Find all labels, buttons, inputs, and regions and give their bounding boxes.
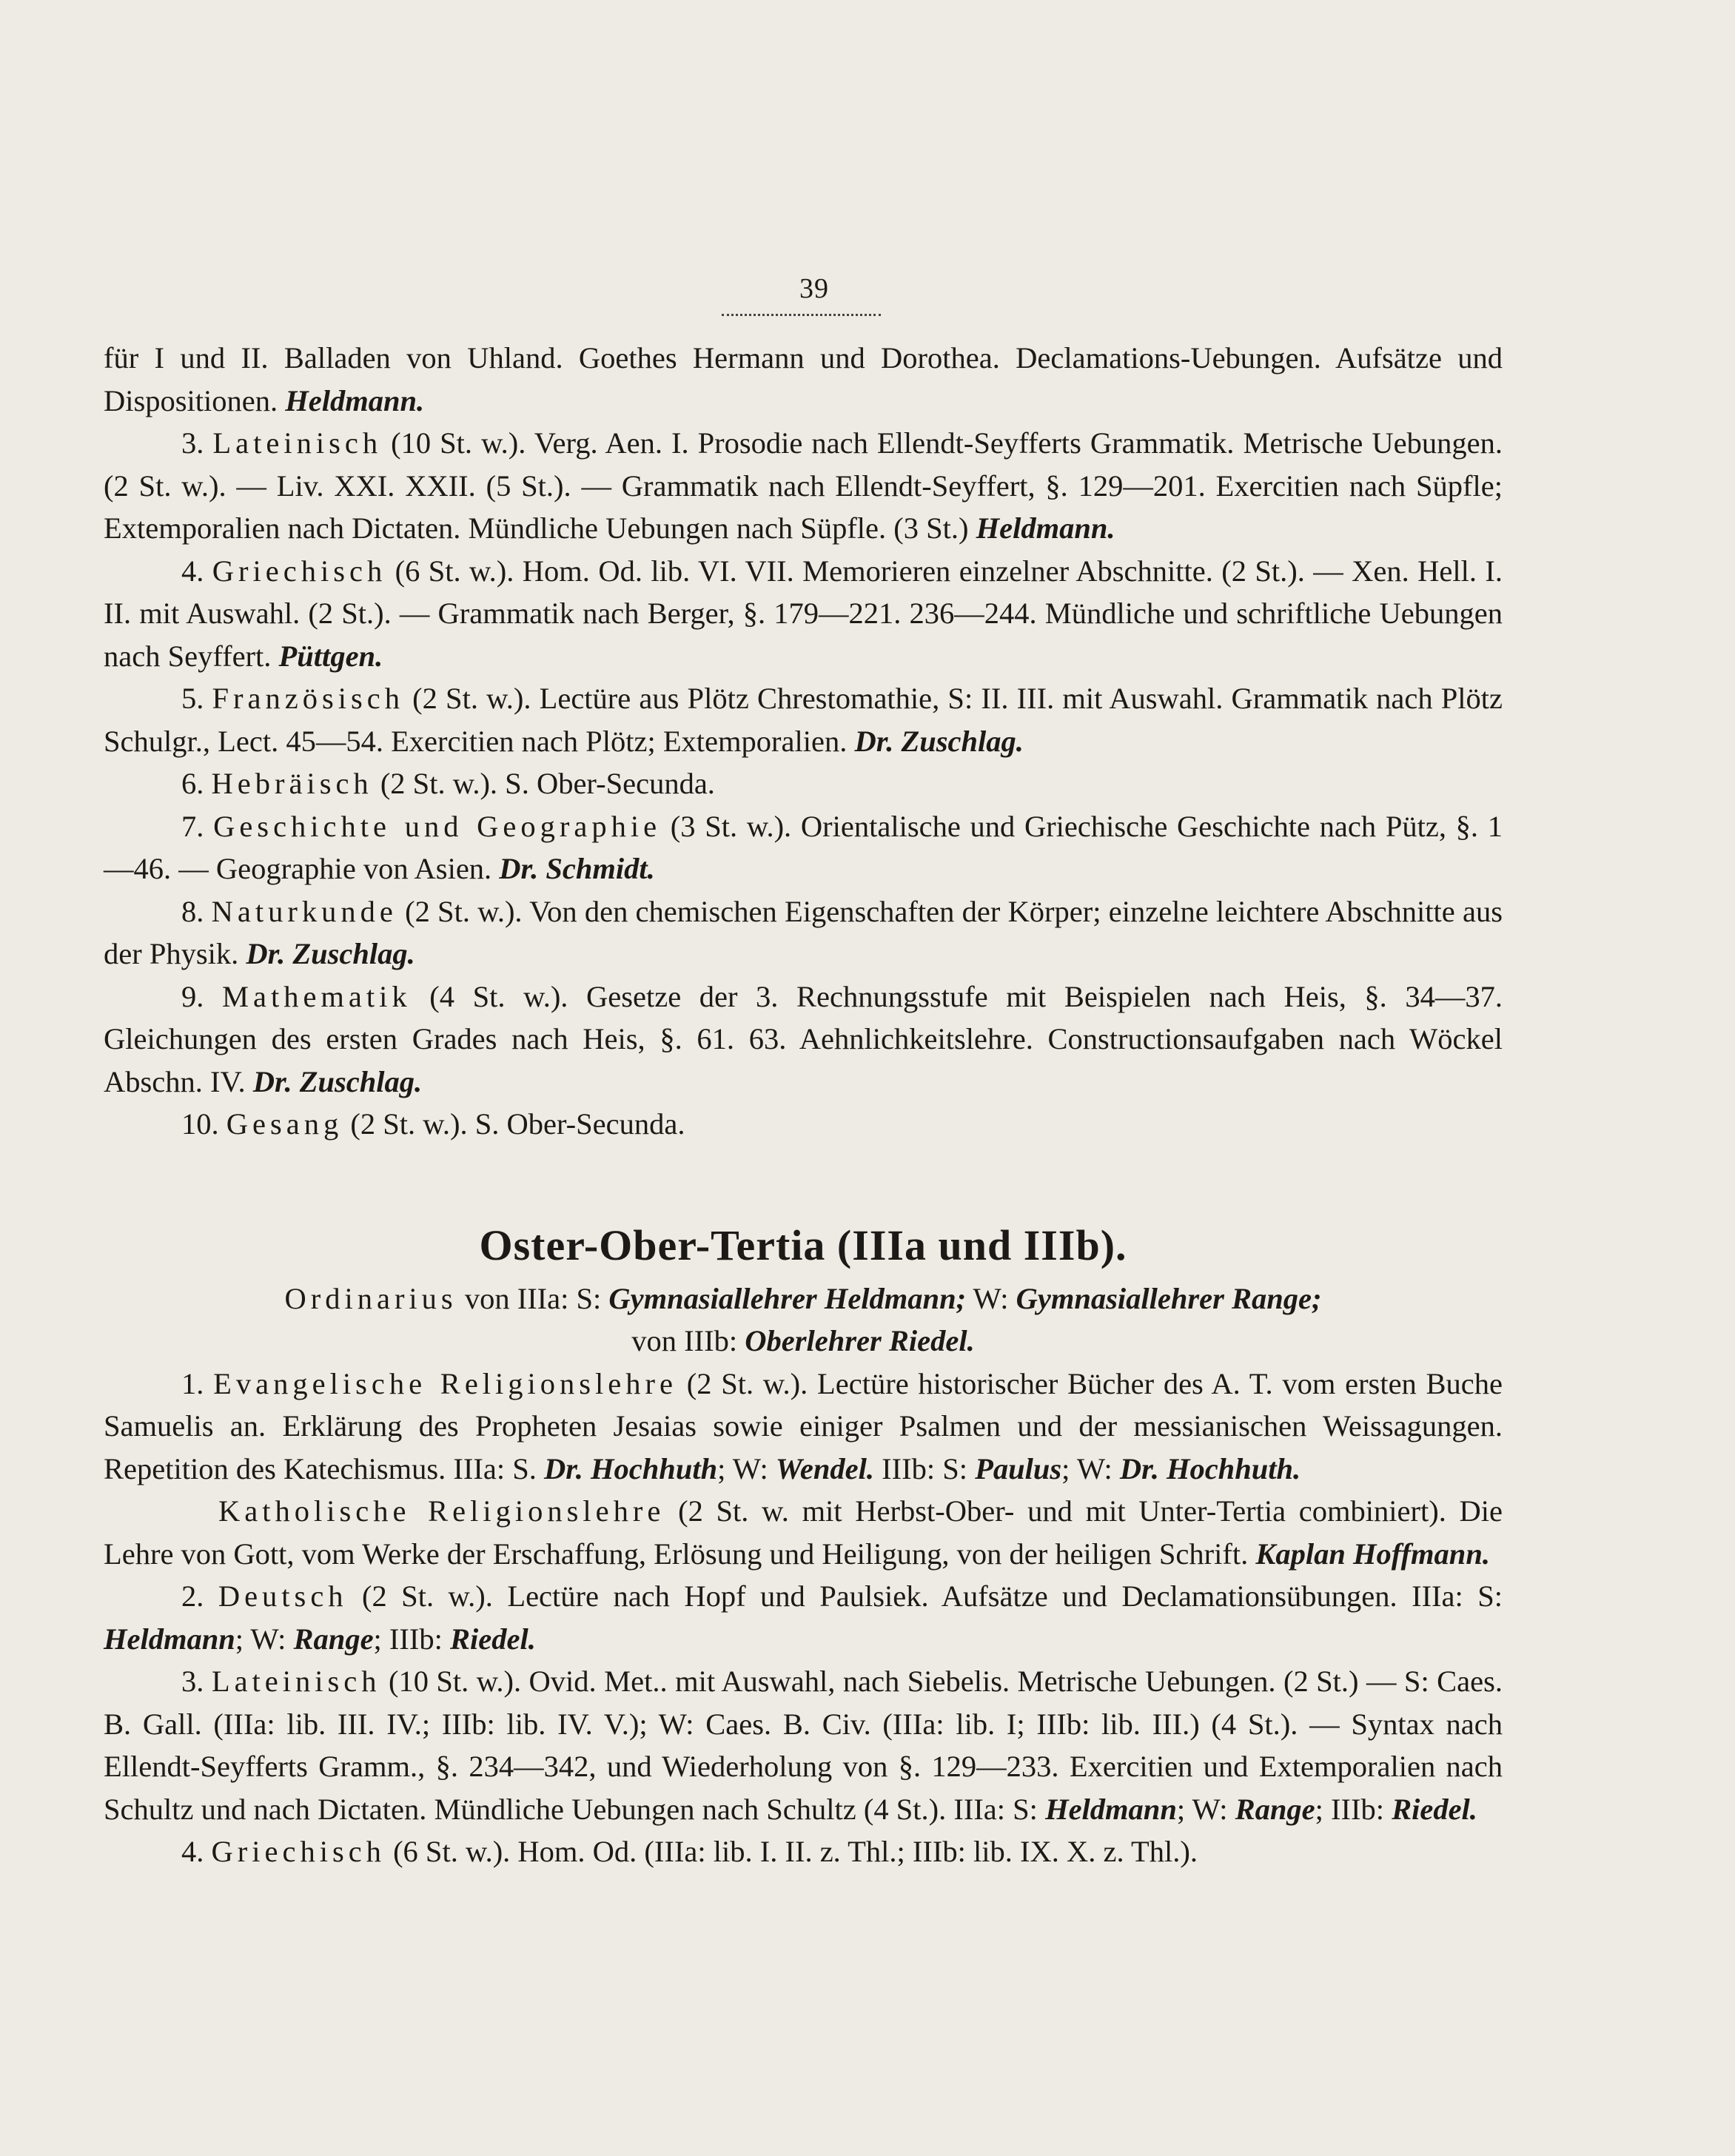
text-span: (6 St. w.). Hom. Od. (IIIa: lib. I. II. z. Thl.; IIIb: lib. IX. X. z. Thl.). <box>393 1835 1198 1868</box>
teacher-name: Heldmann. <box>976 511 1115 545</box>
item-number: 2. <box>181 1579 204 1613</box>
paragraph-griechisch <box>104 550 1503 678</box>
paragraph-lateinisch <box>104 1660 1503 1830</box>
item-number: 9. <box>181 979 204 1013</box>
item-number: 5. <box>181 682 204 715</box>
teacher-name: Püttgen. <box>278 639 383 673</box>
teacher-name: Wendel. <box>775 1451 874 1485</box>
teacher-name: Dr. Zuschlag. <box>246 937 415 970</box>
paragraph-deutsch <box>104 1575 1503 1660</box>
text-span: ; IIIb: <box>1315 1792 1384 1826</box>
paragraph-geschichte <box>104 805 1503 890</box>
text-span: ; W: <box>1061 1451 1113 1485</box>
item-number: 3. <box>181 426 204 460</box>
teacher-name: Riedel. <box>450 1622 536 1656</box>
section-gap <box>104 1146 1503 1220</box>
paragraph-naturkunde <box>104 890 1503 975</box>
text-span: ; W: <box>235 1622 286 1656</box>
subject-name: Geschichte und Geographie <box>213 809 662 843</box>
teacher-name: Dr. Hochhuth. <box>1119 1451 1301 1485</box>
paragraph-latein <box>104 422 1503 550</box>
text-span: (4 St. w.). Gesetze der 3. Rechnungsstufe mit Beispielen nach Heis, §. 34—37. Gleichungen des ersten Grades nach Heis, §. 61. 63. Aehnlichkeitslehre. Constructionsaufgaben nach Wöckel Abschn. IV. <box>104 979 1503 1098</box>
teacher-name: Dr. Zuschlag. <box>854 724 1024 758</box>
item-number: 6. <box>181 767 204 800</box>
text-span: (2 St. w. mit Herbst-Ober- und mit Unter-Tertia combiniert). Die Lehre von Gott, vom Werke der Erschaffung, Erlösung und Heiligung, von der heiligen Schrift. <box>104 1494 1503 1571</box>
text-span: (10 St. w.). Ovid. Met.. mit Auswahl, nach Siebelis. Metrische Uebungen. (2 St.) — S: Caes. B. Gall. (IIIa: lib. III. IV.; IIIb: lib. IV. V.); W: Caes. B. Civ. (IIIa: lib. I; IIIb: lib. III.) (4 St.). — Syntax nach Ellendt-Seyfferts Gramm., §. 234—342, und Wiederholung von §. 129—233. Exercitien und Extemporalien nach Schultz und nach Dictaten. Mündliche Uebungen nach Schultz (4 St.). IIIa: S: <box>104 1665 1503 1826</box>
subject-name: Griechisch <box>211 1835 386 1868</box>
text-span: von IIIb: <box>631 1324 738 1357</box>
item-number: 7. <box>181 809 204 843</box>
item-number: 3. <box>181 1665 204 1698</box>
teacher-name: Dr. Hochhuth <box>544 1451 718 1485</box>
subject-name: Hebräisch <box>211 767 373 800</box>
text-span: ; IIIb: <box>373 1622 443 1656</box>
paragraph-mathematik <box>104 975 1503 1104</box>
teacher-name: Oberlehrer Riedel. <box>745 1324 975 1357</box>
page-number-rule <box>722 309 881 316</box>
teacher-name: Riedel. <box>1392 1792 1477 1826</box>
item-number: 4. <box>181 1835 204 1868</box>
text-span: (6 St. w.). Hom. Od. lib. VI. VII. Memorieren einzelner Abschnitte. (2 St.). — Xen. Hell. I. II. mit Auswahl. (2 St.). — Grammatik nach Berger, §. 179—221. 236—244. Mündliche und schriftliche Uebungen nach Seyffert. <box>104 554 1503 673</box>
subject-name: Griechisch <box>212 554 387 588</box>
teacher-name: Gymnasiallehrer Range; <box>1016 1281 1322 1315</box>
item-number: 1. <box>181 1366 204 1400</box>
text-span: von IIIa: S: <box>464 1281 602 1315</box>
paragraph-ordinarius <box>104 1277 1503 1363</box>
paragraph-franzoesisch <box>104 677 1503 762</box>
text-span: (3 St. w.). Orientalische und Griechische Geschichte nach Pütz, §. 1—46. — Geographie von Asien. <box>104 809 1503 885</box>
text-span: ; W: <box>717 1451 768 1485</box>
paragraph-deutsch-cont <box>104 337 1503 422</box>
page-number: 39 <box>799 273 829 304</box>
teacher-name: Heldmann. <box>285 383 425 417</box>
text-span: (2 St. w.). Lectüre historischer Bücher des A. T. vom ersten Buche Samuelis an. Erklärung des Propheten Jesaias sowie einiger Psalmen und der messianischen Weissagungen. Repetition des Katechismus. IIIa: S. <box>104 1366 1503 1485</box>
teacher-name: Range <box>1235 1792 1315 1826</box>
text-span: (10 St. w.). Verg. Aen. I. Prosodie nach Ellendt-Seyfferts Grammatik. Metrische Uebungen. (2 St. w.). — Liv. XXI. XXII. (5 St.). — Grammatik nach Ellendt-Seyffert, §. 129—201. Exercitien nach Süpfle; Extemporalien nach Dictaten. Mündliche Uebungen nach Süpfle. (3 St.) <box>104 426 1503 545</box>
item-number: 4. <box>181 554 204 588</box>
subject-name: Mathematik <box>221 979 412 1013</box>
paragraph-ev-religion <box>104 1363 1503 1491</box>
text-span: W: <box>973 1281 1009 1315</box>
paragraph-griechisch-2 <box>104 1830 1503 1873</box>
teacher-name: Paulus <box>975 1451 1062 1485</box>
text-span: (2 St. w.). Lectüre nach Hopf und Paulsiek. Aufsätze und Declamationsübungen. IIIa: S: <box>362 1579 1503 1613</box>
subject-name: Katholische Religionslehre <box>218 1494 665 1528</box>
text-span: für I und II. Balladen von Uhland. Goethes Hermann und Dorothea. Declamations-Uebungen. Aufsätze und Dispositionen. <box>104 341 1503 417</box>
label-span: Ordinarius <box>284 1281 457 1315</box>
paragraph-kath-religion <box>104 1490 1503 1575</box>
paragraph-gesang <box>104 1103 1503 1146</box>
teacher-name: Dr. Zuschlag. <box>252 1064 423 1098</box>
teacher-name: Kaplan Hoffmann. <box>1255 1537 1490 1571</box>
text-span: (2 St. w.). S. Ober-Secunda. <box>350 1107 685 1141</box>
text-span: IIIb: S: <box>882 1451 967 1485</box>
teacher-name: Range <box>293 1622 374 1656</box>
text-span: (2 St. w.). Von den chemischen Eigenschaften der Körper; einzelne leichtere Abschnitte aus der Physik. <box>104 894 1503 970</box>
subject-name: Naturkunde <box>211 894 397 928</box>
subject-name: Französisch <box>212 682 404 715</box>
paragraph-hebraeisch <box>104 762 1503 805</box>
teacher-name: Heldmann <box>104 1622 235 1656</box>
text-span: (2 St. w.). S. Ober-Secunda. <box>380 767 715 800</box>
text-span: ; W: <box>1176 1792 1228 1826</box>
subject-name: Lateinisch <box>211 1665 381 1698</box>
text-span: (2 St. w.). Lectüre aus Plötz Chrestomathie, S: II. III. mit Auswahl. Grammatik nach Plötz Schulgr., Lect. 45—54. Exercitien nach Plötz; Extemporalien. <box>104 682 1503 758</box>
subject-name: Evangelische Religionslehre <box>213 1366 677 1400</box>
teacher-name: Heldmann <box>1045 1792 1177 1826</box>
subject-name: Lateinisch <box>212 426 383 460</box>
item-number: 8. <box>181 894 204 928</box>
subject-name: Gesang <box>226 1107 343 1141</box>
subject-name: Deutsch <box>218 1579 348 1613</box>
section-heading: Oster-Ober-Tertia (IIIa und IIIb). <box>479 1220 1127 1269</box>
teacher-name: Gymnasiallehrer Heldmann; <box>608 1281 967 1315</box>
item-number: 10. <box>181 1107 219 1141</box>
body-text <box>104 337 1503 1873</box>
teacher-name: Dr. Schmidt. <box>499 852 655 885</box>
